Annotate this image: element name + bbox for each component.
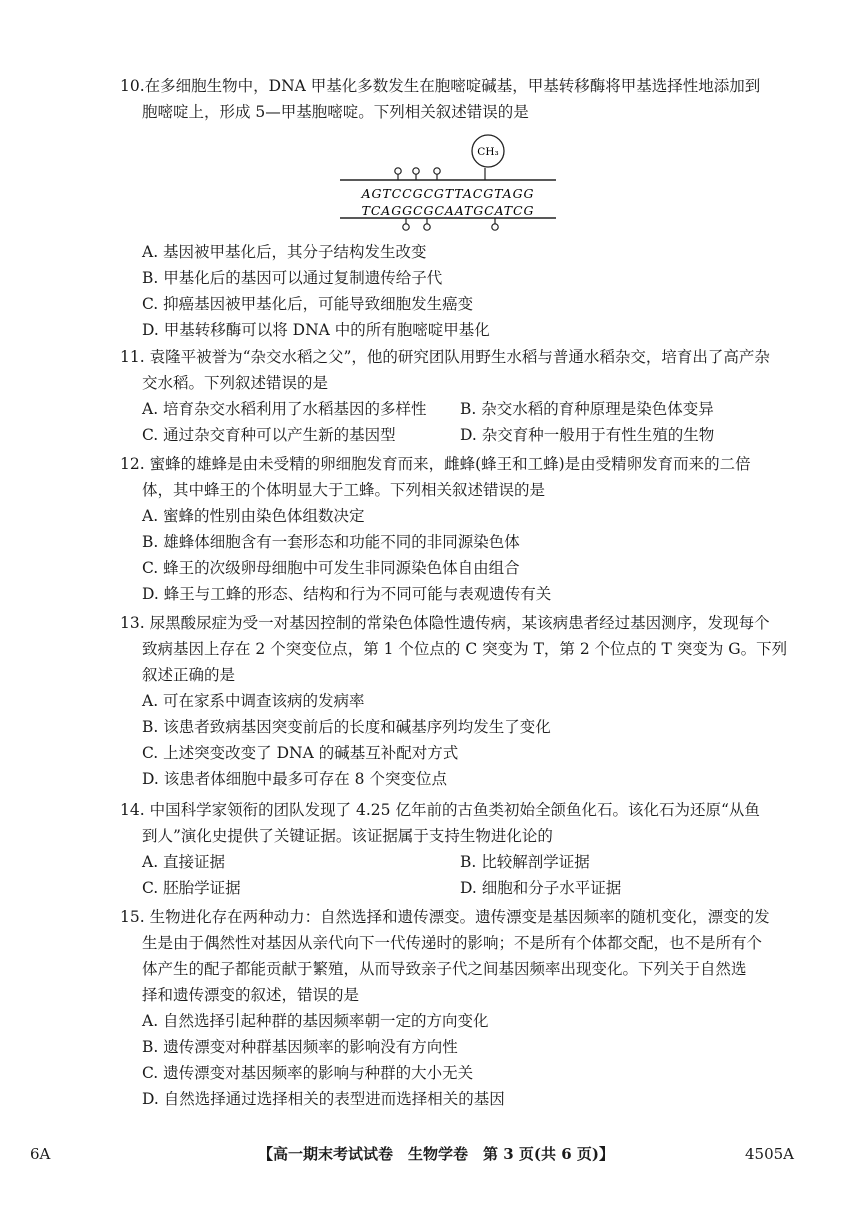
question-14-option-c: C. 胚胎学证据: [142, 879, 241, 897]
question-13: [120, 610, 800, 792]
dna-bottom-strand: TCAGGCGCAATGCATCG: [361, 203, 535, 218]
question-13-stem-line-2: 致病基因上存在 2 个突变位点，第 1 个位点的 C 突变为 T，第 2 个位点的 T 突变为 G。下列: [142, 640, 788, 658]
question-12-option-d: D. 蜂王与工蜂的形态、结构和行为不同可能与表观遗传有关: [142, 585, 552, 603]
question-14-options-row-1: [120, 849, 800, 875]
question-14-stem-line-1: 14. 中国科学家领衔的团队发现了 4.25 亿年前的古鱼类初始全颌鱼化石。该化石为还原“从鱼: [120, 801, 760, 819]
question-14-stem-line-2: 到人”演化史提供了关键证据。该证据属于支持生物进化论的: [142, 827, 553, 845]
question-11-option-a: A. 培育杂交水稻利用了水稻基因的多样性: [142, 400, 427, 418]
question-11-stem-line-1: 11. 袁隆平被誉为“杂交水稻之父”，他的研究团队用野生水稻与普通水稻杂交，培育出了高产杂: [120, 348, 770, 366]
question-12-option-c: C. 蜂王的次级卵母细胞中可发生非同源染色体自由组合: [142, 559, 520, 577]
question-10-stem-line-2: 胞嘧啶上，形成 5—甲基胞嘧啶。下列相关叙述错误的是: [142, 103, 529, 121]
question-13-stem-line-1: 13. 尿黑酸尿症为受一对基因控制的常染色体隐性遗传病，某该病患者经过基因测序，发现每个: [120, 614, 770, 632]
question-11: [120, 344, 800, 448]
question-11-stem-line-2: 交水稻。下列叙述错误的是: [142, 374, 329, 392]
question-15-stem-line-1: 15. 生物进化存在两种动力：自然选择和遗传漂变。遗传漂变是基因频率的随机变化，漂变的发: [120, 908, 770, 926]
question-12-stem-line-2: 体，其中蜂王的个体明显大于工蜂。下列相关叙述错误的是: [142, 481, 546, 499]
methyl-marker-bottom-3: [492, 218, 498, 230]
question-15-stem-line-2: 生是由于偶然性对基因从亲代向下一代传递时的影响；不是所有个体都交配，也不是所有个: [142, 934, 763, 952]
question-14: [120, 797, 800, 901]
page-footer: [0, 1141, 867, 1167]
question-13-option-a: A. 可在家系中调查该病的发病率: [142, 692, 365, 710]
question-15-stem-line-3: 体产生的配子都能贡献于繁殖，从而导致亲子代之间基因频率出现变化。下列关于自然选: [142, 960, 747, 978]
question-13-option-c: C. 上述突变改变了 DNA 的碱基互补配对方式: [142, 744, 459, 762]
question-14-option-a: A. 直接证据: [142, 853, 226, 871]
question-15-option-c: C. 遗传漂变对基因频率的影响与种群的大小无关: [142, 1064, 474, 1082]
methyl-marker-top-2: [413, 168, 419, 180]
question-12-stem-line-1: 12. 蜜蜂的雄蜂是由未受精的卵细胞发育而来，雌蜂(蜂王和工蜂)是由受精卵发育而来的二倍: [120, 455, 751, 473]
question-10-option-c: C. 抑癌基因被甲基化后，可能导致细胞发生癌变: [142, 295, 474, 313]
footer-page-code: 6A: [30, 1145, 51, 1163]
question-14-options-row-2: [120, 875, 800, 901]
ch3-label: CH₃: [477, 146, 499, 158]
question-10-option-b: B. 甲基化后的基因可以通过复制遗传给子代: [142, 269, 443, 287]
question-14-option-d: D. 细胞和分子水平证据: [460, 879, 622, 897]
question-12-option-a: A. 蜜蜂的性别由染色体组数决定: [142, 507, 365, 525]
question-15-option-b: B. 遗传漂变对种群基因频率的影响没有方向性: [142, 1038, 458, 1056]
methyl-marker-bottom-2: [424, 218, 430, 230]
question-10-stem-line-1: 10.在多细胞生物中，DNA 甲基化多数发生在胞嘧啶碱基，甲基转移酶将甲基选择性地添加到: [120, 77, 761, 95]
question-13-stem-line-3: 叙述正确的是: [142, 666, 236, 684]
methyl-marker-top-3: [434, 168, 440, 180]
question-11-option-c: C. 通过杂交育种可以产生新的基因型: [142, 426, 396, 444]
question-10-option-a: A. 基因被甲基化后，其分子结构发生改变: [142, 243, 427, 261]
question-15-stem-line-4: 择和遗传漂变的叙述，错误的是: [142, 986, 360, 1004]
question-14-option-b: B. 比较解剖学证据: [460, 853, 590, 871]
question-10: [120, 73, 800, 125]
question-11-option-b: B. 杂交水稻的育种原理是染色体变异: [460, 400, 714, 418]
question-10-options: [120, 239, 800, 343]
methyl-marker-bottom-1: [403, 218, 409, 230]
question-15-option-a: A. 自然选择引起种群的基因频率朝一定的方向变化: [142, 1012, 489, 1030]
dna-methylation-figure: [330, 132, 570, 236]
methyl-marker-top-1: [395, 168, 401, 180]
question-12-option-b: B. 雄蜂体细胞含有一套形态和功能不同的非同源染色体: [142, 533, 520, 551]
footer-exam-number: 4505A: [745, 1145, 795, 1163]
question-11-options-row-1: [120, 396, 800, 422]
question-12: [120, 451, 800, 607]
question-15-option-d: D. 自然选择通过选择相关的表型进而选择相关的基因: [142, 1090, 505, 1108]
question-11-option-d: D. 杂交育种一般用于有性生殖的生物: [460, 426, 715, 444]
question-15: [120, 904, 800, 1112]
question-11-options-row-2: [120, 422, 800, 448]
question-13-option-b: B. 该患者致病基因突变前后的长度和碱基序列均发生了变化: [142, 718, 551, 736]
dna-top-strand: AGTCCGCGTTACGTAGG: [361, 186, 535, 201]
question-13-option-d: D. 该患者体细胞中最多可存在 8 个突变位点: [142, 770, 447, 788]
question-10-option-d: D. 甲基转移酶可以将 DNA 中的所有胞嘧啶甲基化: [142, 321, 490, 339]
footer-exam-title: 【高一期末考试试卷 生物学卷 第 3 页(共 6 页)】: [258, 1145, 614, 1163]
ch3-callout: [472, 135, 504, 180]
